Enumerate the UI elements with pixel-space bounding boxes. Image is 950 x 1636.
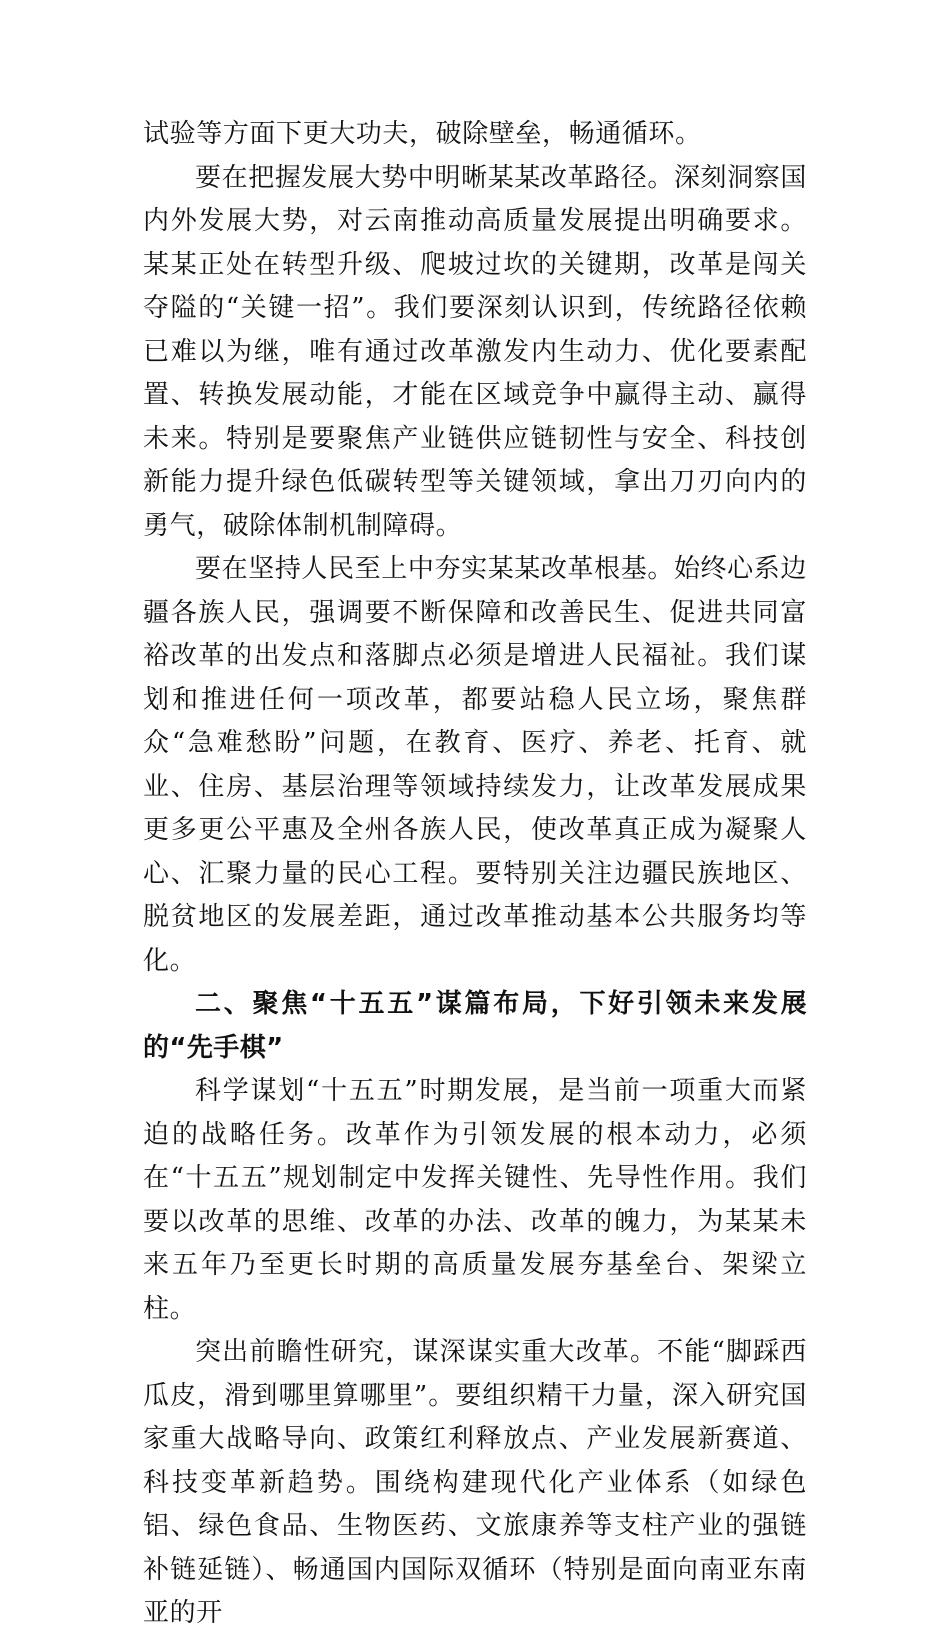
paragraph-fifteenth-plan: 科学谋划“十五五”时期发展，是当前一项重大而紧迫的战略任务。改革作为引领发展的根本动力，必须在“十五五”规划制定中发挥关键性、先导性作用。我们要以改革的思维、改革的办法、改革的魄力，为某某未来五年乃至更长时期的高质量发展夯基垒台、架梁立柱。 xyxy=(143,1076,807,1324)
paragraph-people-first: 要在坚持人民至上中夯实某某改革根基。始终心系边疆各族人民，强调要不断保障和改善民生、促进共同富裕改革的出发点和落脚点必须是增进人民福祉。我们谋划和推进任何一项改革，都要站稳人民立场，聚焦群众“急难愁盼”问题，在教育、医疗、养老、托育、就业、住房、基层治理等领域持续发力，让改革发展成果更多更公平惠及全州各族人民，使改革真正成为凝聚人心、汇聚力量的民心工程。要特别关注边疆民族地区、脱贫地区的发展差距，通过改革推动基本公共服务均等化。 xyxy=(143,554,807,976)
paragraph-forward-research: 突出前瞻性研究，谋深谋实重大改革。不能“脚踩西瓜皮，滑到哪里算哪里”。要组织精干力量，深入研究国家重大战略导向、政策红利释放点、产业发展新赛道、科技变革新趋势。围绕构建现代化产业体系（如绿色铝、绿色食品、生物医药、文旅康养等支柱产业的强链补链延链）、畅通国内国际双循环（特别是面向南亚东南亚的开 xyxy=(143,1337,807,1628)
section-heading-two: 二、聚焦“十五五”谋篇布局，下好引领未来发展的“先手棋” xyxy=(143,989,807,1063)
paragraph-reform-path: 要在把握发展大势中明晰某某改革路径。深刻洞察国内外发展大势，对云南推动高质量发展提出明确要求。某某正处在转型升级、爬坡过坎的关键期，改革是闯关夺隘的“关键一招”。我们要深刻认识到，传统路径依赖已难以为继，唯有通过改革激发内生动力、优化要素配置、转换发展动能，才能在区域竞争中赢得主动、赢得未来。特别是要聚焦产业链供应链韧性与安全、科技创新能力提升绿色低碳转型等关键领域，拿出刀刃向内的勇气，破除体制机制障碍。 xyxy=(143,162,807,541)
paragraph-continuation: 试验等方面下更大功夫，破除壁垒，畅通循环。 xyxy=(143,119,702,149)
document-body xyxy=(143,113,807,1636)
